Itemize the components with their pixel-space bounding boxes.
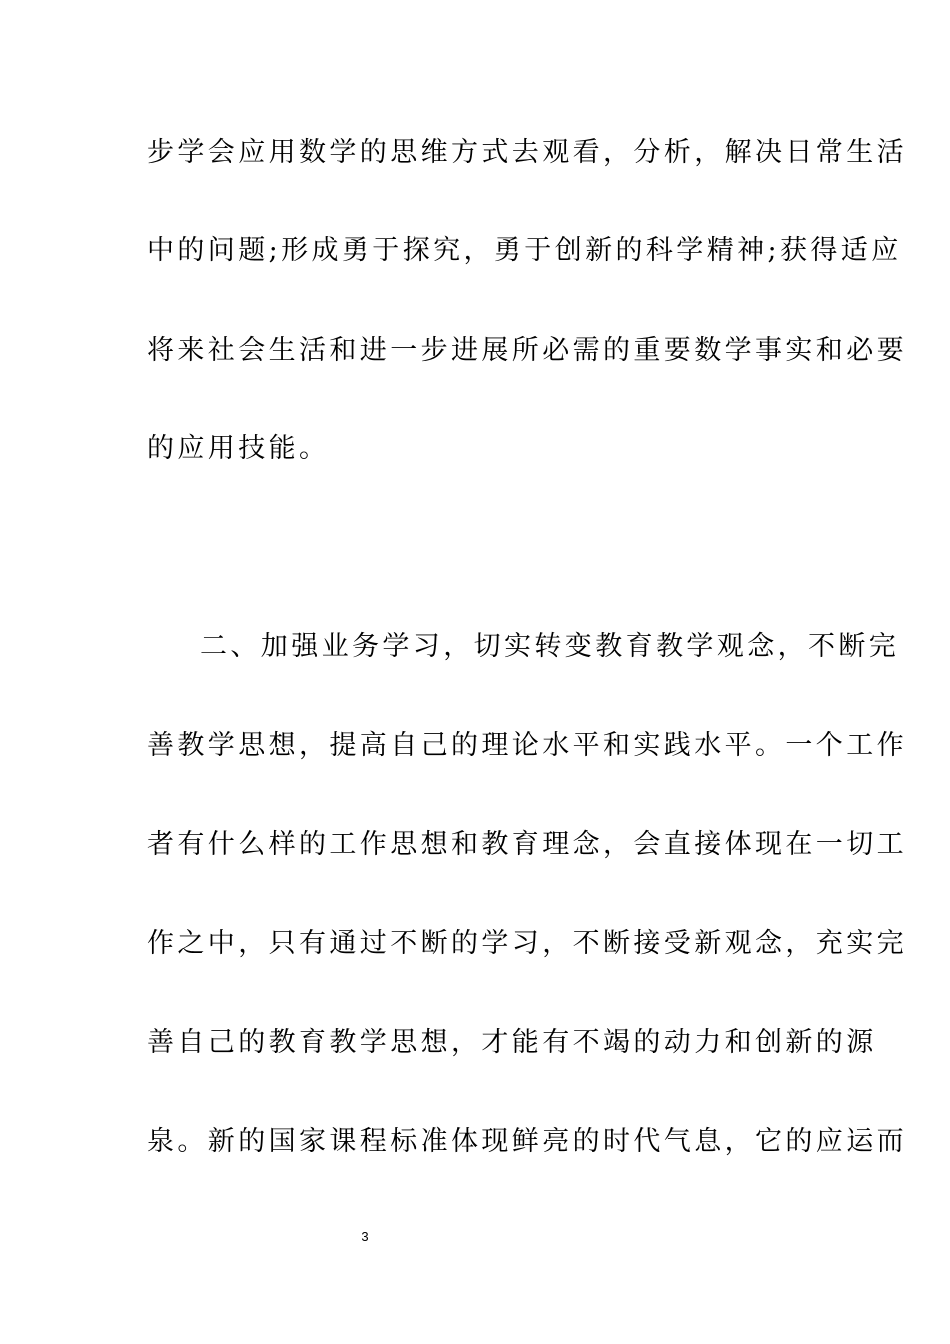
paragraph-2-line-5: 善自己的教育教学思想，才能有不竭的动力和创新的源 [147,1027,877,1058]
paragraph-2-line-3: 者有什么样的工作思想和教育理念，会直接体现在一切工 [147,829,907,860]
paragraph-1-line-3: 将来社会生活和进一步进展所必需的重要数学事实和必要 [147,335,907,366]
page-number: 3 [361,1229,369,1244]
paragraph-1-line-4: 的应用技能。 [147,433,330,464]
paragraph-1-line-1: 步学会应用数学的思维方式去观看，分析，解决日常生活 [147,137,907,168]
paragraph-1-line-2: 中的问题;形成勇于探究，勇于创新的科学精神;获得适应 [147,235,902,266]
paragraph-2-line-2: 善教学思想，提高自己的理论水平和实践水平。一个工作 [147,730,907,761]
paragraph-2-line-6: 泉。新的国家课程标准体现鲜亮的时代气息，它的应运而 [147,1126,907,1157]
paragraph-2-line-4: 作之中，只有通过不断的学习，不断接受新观念，充实完 [147,928,907,959]
paragraph-2-line-1: 二、加强业务学习，切实转变教育教学观念，不断完 [200,631,900,662]
